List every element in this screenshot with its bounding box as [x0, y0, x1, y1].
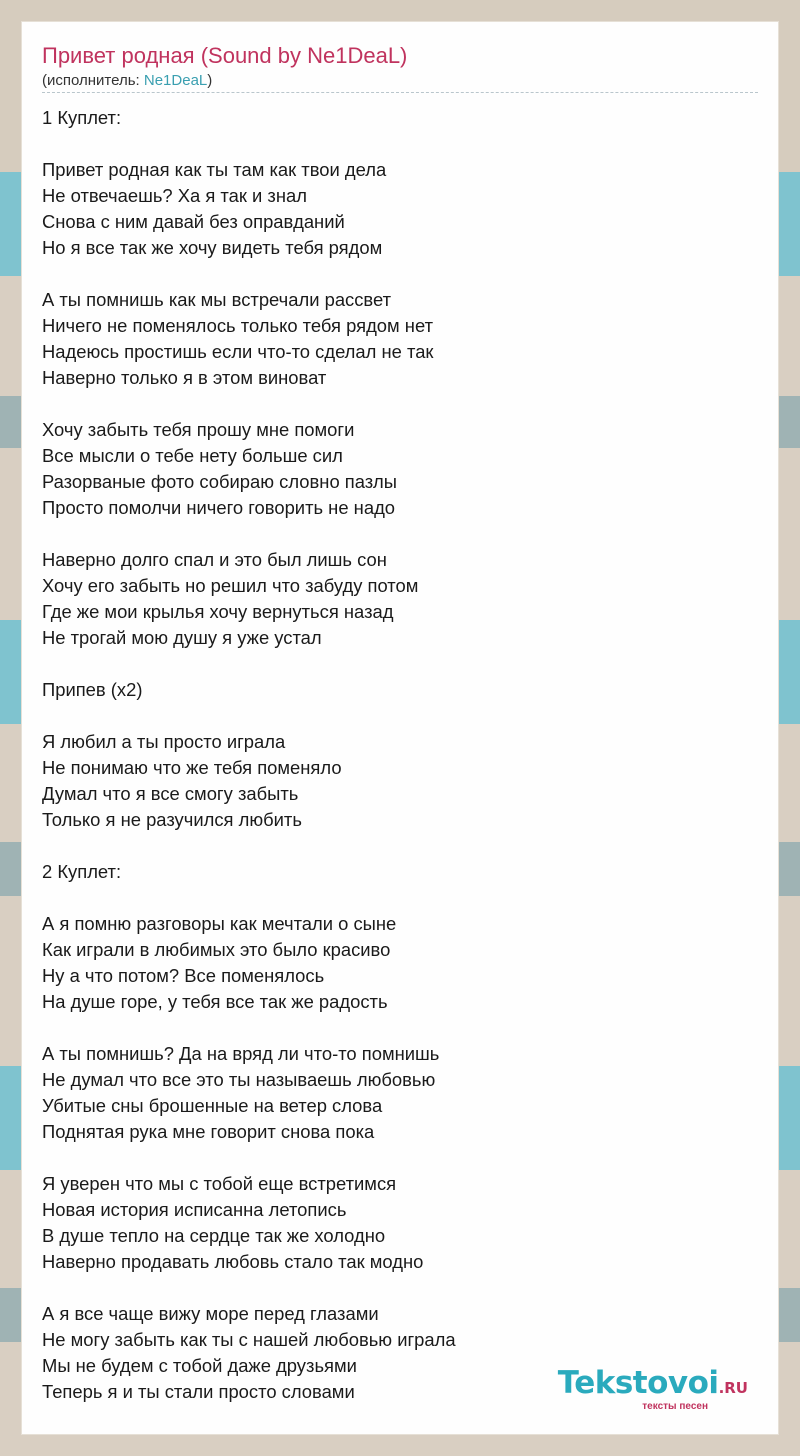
artist-line: [42, 72, 758, 93]
lyrics-line: А я все чаще вижу море перед глазами: [42, 1303, 379, 1324]
artist-suffix: ): [207, 72, 213, 89]
artist-prefix: (исполнитель:: [42, 72, 144, 89]
lyrics-blank-line: [42, 1145, 758, 1171]
lyrics-line: Где же мои крылья хочу вернуться назад: [42, 601, 394, 622]
lyrics-line: Я любил а ты просто играла: [42, 731, 286, 752]
lyrics-line: Но я все так же хочу видеть тебя рядом: [42, 237, 383, 258]
lyrics-line: Только я не разучился любить: [42, 809, 302, 830]
lyrics-line: Наверно только я в этом виноват: [42, 367, 327, 388]
logo-tld: .RU: [718, 1379, 748, 1397]
lyrics-panel: [22, 22, 778, 1434]
logo-tagline: тексты песен: [642, 1401, 708, 1412]
lyrics-blank-line: [42, 1275, 758, 1301]
lyrics-blank-line: [42, 703, 758, 729]
lyrics-line: Я уверен что мы с тобой еще встретимся: [42, 1173, 397, 1194]
lyrics-line: Разорваные фото собираю словно пазлы: [42, 471, 397, 492]
lyrics-blank-line: [42, 521, 758, 547]
lyrics-line: Новая история исписанна летопись: [42, 1199, 347, 1220]
lyrics-line: Как играли в любимых это было красиво: [42, 939, 391, 960]
lyrics-line: Припев (x2): [42, 679, 143, 700]
lyrics-blank-line: [42, 651, 758, 677]
lyrics-line: Ну а что потом? Все поменялось: [42, 965, 325, 986]
lyrics-blank-line: [42, 131, 758, 157]
lyrics-line: Теперь я и ты стали просто словами: [42, 1381, 355, 1402]
lyrics-line: Привет родная как ты там как твои дела: [42, 159, 387, 180]
artist-link[interactable]: Ne1DeaL: [143, 72, 208, 89]
lyrics-line: Ничего не поменялось только тебя рядом нет: [42, 315, 433, 336]
lyrics-line: Не отвечаешь? Ха я так и знал: [42, 185, 307, 206]
lyrics-line: Мы не будем с тобой даже друзьями: [42, 1355, 357, 1376]
lyrics-blank-line: [42, 833, 758, 859]
lyrics-line: Думал что я все смогу забыть: [42, 783, 299, 804]
lyrics-line: Наверно долго спал и это был лишь сон: [42, 549, 387, 570]
logo-name: Tekstovoi: [557, 1365, 719, 1401]
lyrics-blank-line: [42, 885, 758, 911]
lyrics-line: Не могу забыть как ты с нашей любовью играла: [42, 1329, 456, 1350]
lyrics-line: А ты помнишь как мы встречали рассвет: [42, 289, 392, 310]
lyrics-line: Хочу его забыть но решил что забуду потом: [42, 575, 419, 596]
lyrics-text: [42, 105, 758, 1405]
lyrics-line: В душе тепло на сердце так же холодно: [42, 1225, 386, 1246]
lyrics-line: Наверно продавать любовь стало так модно: [42, 1251, 424, 1272]
lyrics-line: Убитые сны брошенные на ветер слова: [42, 1095, 383, 1116]
lyrics-line: Не трогай мою душу я уже устал: [42, 627, 322, 648]
lyrics-line: Хочу забыть тебя прошу мне помоги: [42, 419, 355, 440]
lyrics-blank-line: [42, 391, 758, 417]
lyrics-line: 1 Куплет:: [42, 107, 122, 128]
lyrics-line: На душе горе, у тебя все так же радость: [42, 991, 388, 1012]
lyrics-line: Снова с ним давай без оправданий: [42, 211, 345, 232]
lyrics-blank-line: [42, 1015, 758, 1041]
lyrics-line: Все мысли о тебе нету больше сил: [42, 445, 343, 466]
lyrics-line: Надеюсь простишь если что-то сделал не так: [42, 341, 434, 362]
lyrics-blank-line: [42, 261, 758, 287]
lyrics-line: А ты помнишь? Да на вряд ли что-то помнишь: [42, 1043, 440, 1064]
site-logo[interactable]: [558, 1367, 748, 1412]
song-header: [42, 42, 758, 93]
lyrics-line: А я помню разговоры как мечтали о сыне: [42, 913, 397, 934]
lyrics-line: Не понимаю что же тебя поменяло: [42, 757, 342, 778]
lyrics-line: Поднятая рука мне говорит снова пока: [42, 1121, 375, 1142]
song-title: Привет родная (Sound by Ne1DeaL): [42, 43, 408, 68]
lyrics-line: 2 Куплет:: [42, 861, 122, 882]
lyrics-line: Не думал что все это ты называешь любовью: [42, 1069, 436, 1090]
lyrics-line: Просто помолчи ничего говорить не надо: [42, 497, 396, 518]
